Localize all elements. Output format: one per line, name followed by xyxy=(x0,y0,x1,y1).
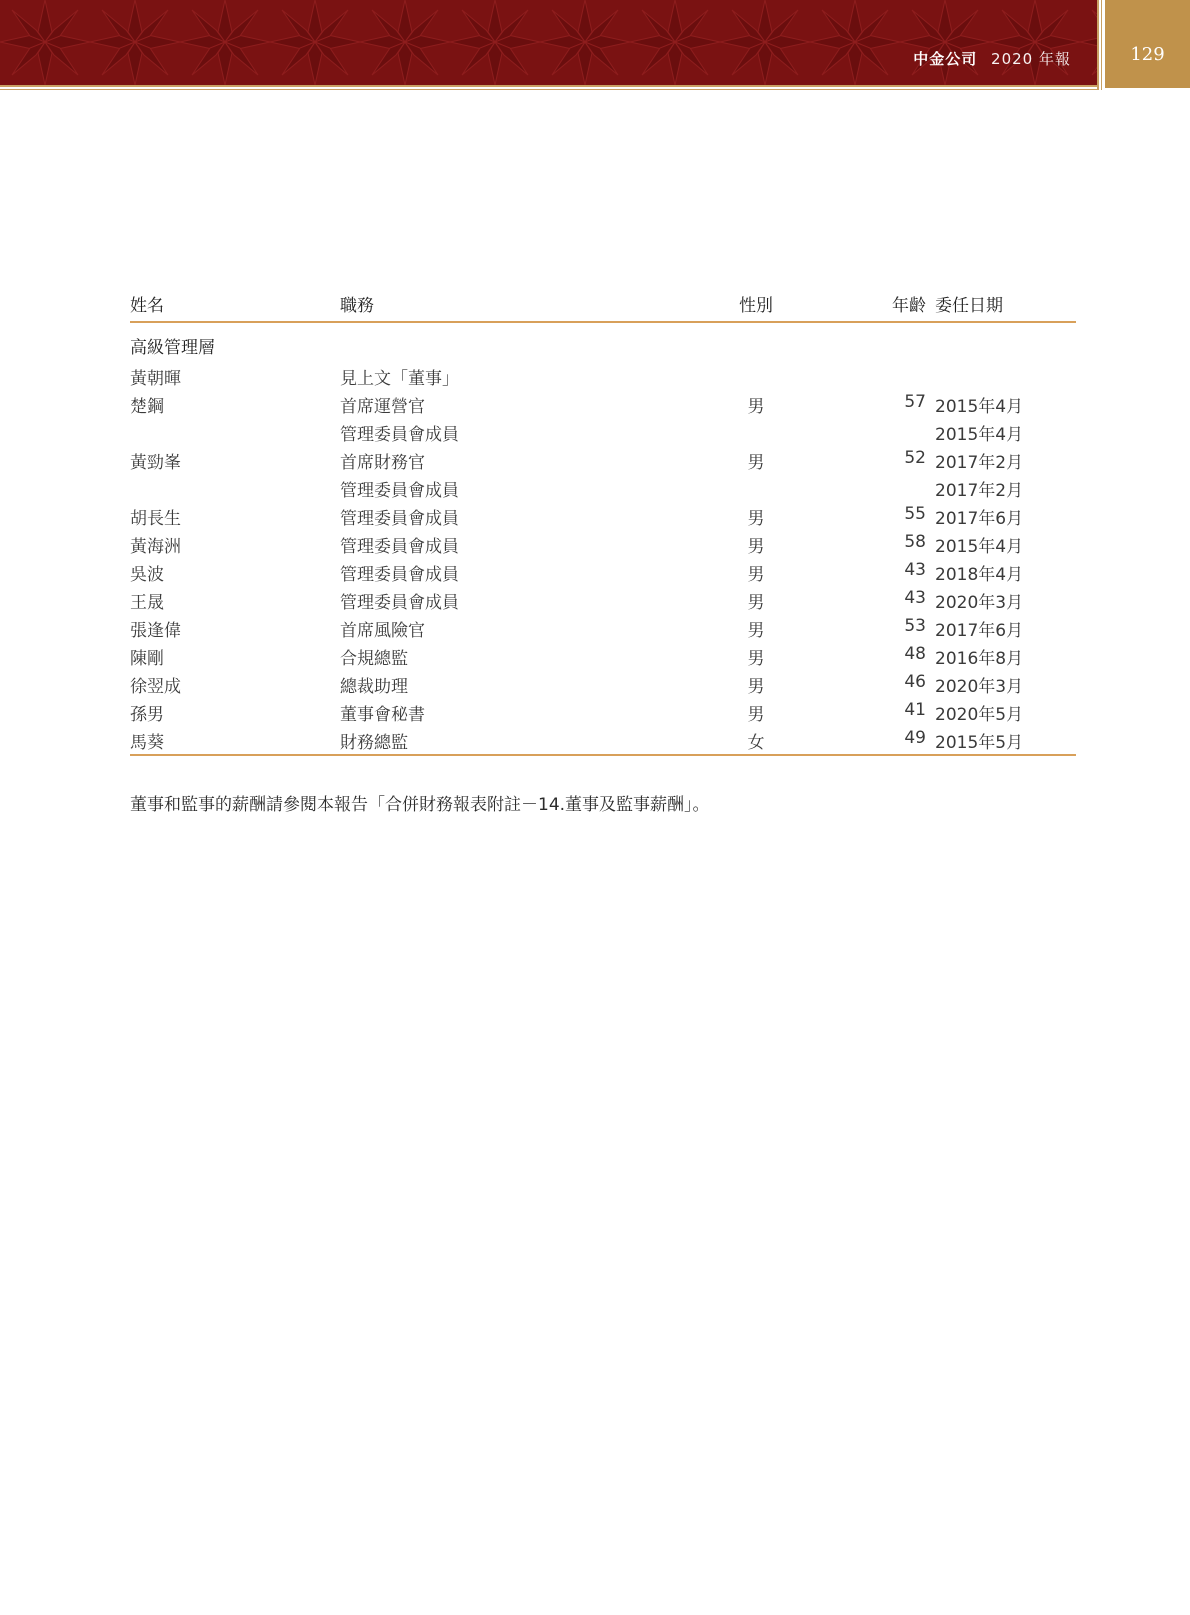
column-header-name: 姓名 xyxy=(130,296,164,316)
remuneration-note: 董事和監事的薪酬請參閱本報告「合併財務報表附註－14.董事及監事薪酬」。 xyxy=(130,795,710,815)
cell-date: 2015年4月 xyxy=(935,425,1024,445)
cell-position: 總裁助理 xyxy=(340,677,408,697)
cell-age: 58 xyxy=(904,532,926,552)
table-row xyxy=(130,359,1076,387)
cell-gender: 女 xyxy=(747,733,765,753)
cell-position: 管理委員會成員 xyxy=(340,425,459,445)
cell-gender: 男 xyxy=(747,705,765,725)
cell-position: 首席運營官 xyxy=(340,397,425,417)
cell-position: 首席風險官 xyxy=(340,621,425,641)
cell-position: 管理委員會成員 xyxy=(340,537,459,557)
cell-date: 2017年6月 xyxy=(935,621,1024,641)
cell-age: 57 xyxy=(904,392,926,412)
table-row xyxy=(130,667,1076,695)
section-row xyxy=(130,323,1076,359)
cell-position: 管理委員會成員 xyxy=(340,509,459,529)
cell-date: 2020年5月 xyxy=(935,705,1024,725)
cell-date: 2015年4月 xyxy=(935,537,1024,557)
table-row xyxy=(130,499,1076,527)
header-separator-thin xyxy=(1101,0,1102,90)
cell-name: 馬葵 xyxy=(130,733,164,753)
cell-date: 2015年5月 xyxy=(935,733,1024,753)
page-number: 129 xyxy=(1130,44,1165,65)
cell-age: 41 xyxy=(904,700,926,720)
management-table xyxy=(130,285,1076,756)
cell-position: 合規總監 xyxy=(340,649,408,669)
cell-position: 管理委員會成員 xyxy=(340,481,459,501)
cell-gender: 男 xyxy=(747,677,765,697)
cell-age: 53 xyxy=(904,616,926,636)
table-row xyxy=(130,723,1076,751)
cell-position: 首席財務官 xyxy=(340,453,425,473)
cell-date: 2017年2月 xyxy=(935,453,1024,473)
cell-age: 46 xyxy=(904,672,926,692)
cell-name: 吳波 xyxy=(130,565,164,585)
cell-name: 張逢偉 xyxy=(130,621,181,641)
cell-date: 2017年6月 xyxy=(935,509,1024,529)
cell-gender: 男 xyxy=(747,453,765,473)
column-header-position: 職務 xyxy=(340,296,374,316)
table-row xyxy=(130,527,1076,555)
column-header-date: 委任日期 xyxy=(935,296,1003,316)
cell-gender: 男 xyxy=(747,593,765,613)
cell-date: 2017年2月 xyxy=(935,481,1024,501)
table-row xyxy=(130,471,1076,499)
cell-position: 管理委員會成員 xyxy=(340,593,459,613)
table-row xyxy=(130,611,1076,639)
cell-date: 2018年4月 xyxy=(935,565,1024,585)
cell-position: 見上文「董事」 xyxy=(340,369,459,389)
header-rule xyxy=(0,85,1097,87)
cell-age: 43 xyxy=(904,588,926,608)
header-separator xyxy=(1097,0,1099,90)
cell-date: 2020年3月 xyxy=(935,677,1024,697)
report-title: 2020 年報 xyxy=(991,50,1071,68)
cell-age: 52 xyxy=(904,448,926,468)
page-number-box xyxy=(1105,0,1190,88)
header-title xyxy=(913,48,1071,69)
cell-name: 陳剛 xyxy=(130,649,164,669)
table-body xyxy=(130,359,1076,754)
cell-gender: 男 xyxy=(747,509,765,529)
section-title: 高級管理層 xyxy=(130,338,215,358)
table-row xyxy=(130,443,1076,471)
cell-name: 孫男 xyxy=(130,705,164,725)
table-row xyxy=(130,583,1076,611)
cell-age: 55 xyxy=(904,504,926,524)
table-bottom-rule xyxy=(130,754,1076,756)
cell-date: 2016年8月 xyxy=(935,649,1024,669)
cell-age: 48 xyxy=(904,644,926,664)
cell-name: 黃海洲 xyxy=(130,537,181,557)
cell-name: 胡長生 xyxy=(130,509,181,529)
cell-age: 43 xyxy=(904,560,926,580)
header-banner xyxy=(0,0,1097,85)
header-rule-thin xyxy=(0,89,1097,90)
cell-name: 徐翌成 xyxy=(130,677,181,697)
cell-gender: 男 xyxy=(747,397,765,417)
cell-position: 管理委員會成員 xyxy=(340,565,459,585)
cell-name: 楚鋼 xyxy=(130,397,164,417)
table-header-row xyxy=(130,285,1076,321)
cell-name: 黃勁峯 xyxy=(130,453,181,473)
cell-name: 黃朝暉 xyxy=(130,369,181,389)
column-header-age: 年齡 xyxy=(892,296,926,316)
cell-date: 2015年4月 xyxy=(935,397,1024,417)
cell-age: 49 xyxy=(904,728,926,748)
cell-gender: 男 xyxy=(747,565,765,585)
cell-gender: 男 xyxy=(747,537,765,557)
cell-position: 財務總監 xyxy=(340,733,408,753)
table-row xyxy=(130,415,1076,443)
cell-date: 2020年3月 xyxy=(935,593,1024,613)
decorative-pattern xyxy=(0,0,1097,85)
cell-gender: 男 xyxy=(747,621,765,641)
table-row xyxy=(130,387,1076,415)
table-row xyxy=(130,695,1076,723)
cell-position: 董事會秘書 xyxy=(340,705,425,725)
company-name: 中金公司 xyxy=(913,50,978,68)
cell-name: 王晟 xyxy=(130,593,164,613)
table-row xyxy=(130,555,1076,583)
cell-gender: 男 xyxy=(747,649,765,669)
table-row xyxy=(130,639,1076,667)
column-header-gender: 性別 xyxy=(739,296,773,316)
